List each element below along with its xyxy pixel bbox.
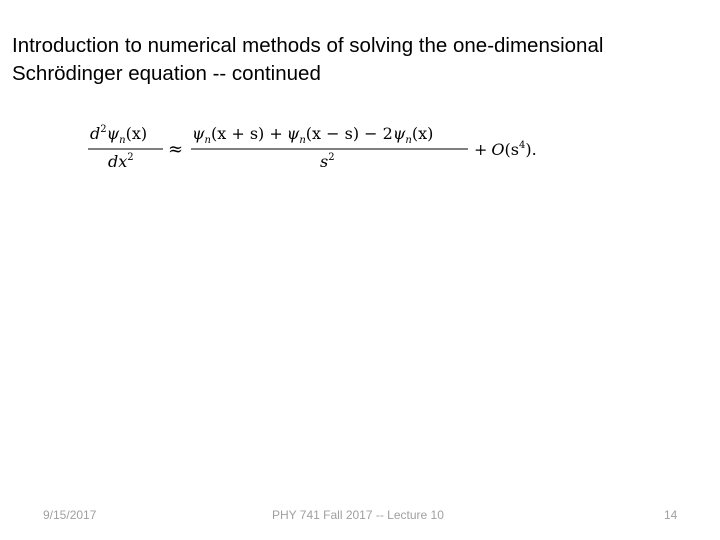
lhs-num-argument: (x) [125, 124, 148, 143]
tail-exponent: 4 [518, 140, 526, 151]
lhs-denominator [108, 152, 134, 171]
lhs-num-d: d [90, 124, 101, 143]
rhs-den-s: s [320, 152, 329, 171]
rhs-numerator [192, 124, 433, 146]
footer-page-number: 14 [664, 509, 678, 522]
slide-title-line-1: Introduction to numerical methods of solving the one-dimensional [12, 34, 604, 57]
rhs-num-sub-3: n [405, 135, 412, 146]
tail-close: ). [525, 140, 537, 159]
rhs-num-psi-3: ψ [392, 124, 406, 143]
rhs-den-exponent: 2 [328, 152, 335, 163]
rhs-num-sub-1: n [204, 135, 211, 146]
footer-date: 9/15/2017 [43, 509, 97, 522]
footer-course-lecture: PHY 741 Fall 2017 -- Lecture 10 [272, 509, 444, 522]
lhs-den-exponent: 2 [127, 152, 134, 163]
approx-sign: ≈ [168, 139, 184, 160]
slide-title-line-2: Schrödinger equation -- continued [12, 62, 321, 85]
lhs-num-exponent: 2 [100, 124, 107, 135]
lhs-num-psi: ψ [106, 124, 120, 143]
tail-open: (s [504, 140, 519, 159]
rhs-num-arg-1: (x + s) + [211, 124, 283, 143]
lhs-numerator [90, 124, 147, 146]
lhs-num-subscript: n [119, 135, 126, 146]
rhs-num-psi-2: ψ [286, 124, 300, 143]
rhs-num-arg-2: (x − s) − 2 [305, 124, 393, 143]
rhs-num-sub-2: n [299, 135, 306, 146]
error-term [474, 140, 537, 159]
tail-big-o: O [491, 140, 505, 159]
rhs-num-arg-3: (x) [411, 124, 434, 143]
rhs-num-psi-1: ψ [192, 124, 205, 143]
slide-title [12, 32, 712, 88]
lhs-den-dx: dx [108, 152, 128, 171]
rhs-denominator [320, 152, 335, 171]
finite-difference-equation [88, 120, 568, 176]
tail-plus: + [474, 140, 488, 159]
